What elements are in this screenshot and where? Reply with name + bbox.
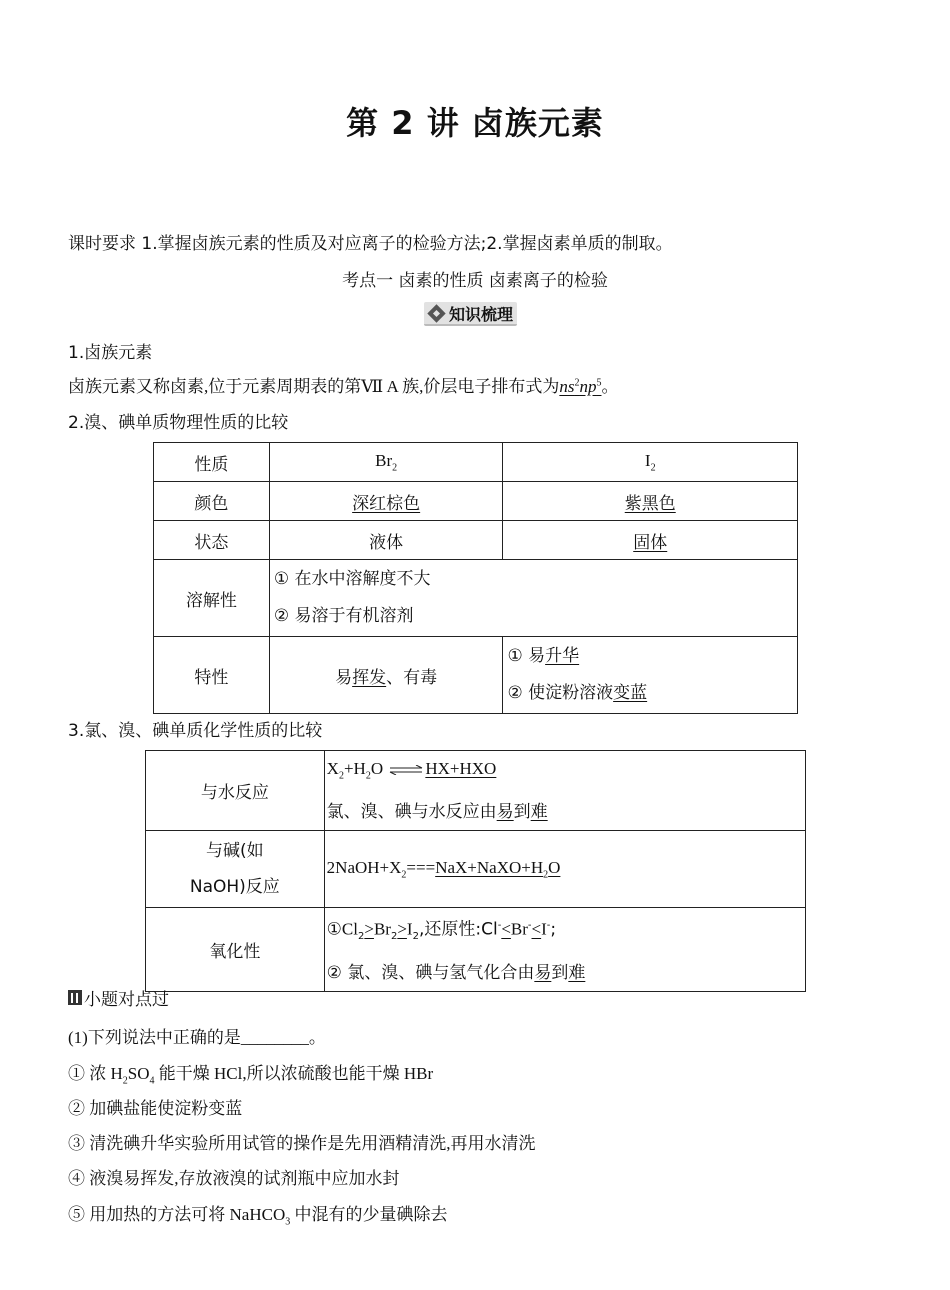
option-3: ③ 清洗碘升华实验所用试管的操作是先用酒精清洗,再用水清洗 xyxy=(68,1134,536,1153)
table-row xyxy=(154,482,798,521)
base-reaction-equation: $2NaOH+X_2===NaX+NaXO+H_2O$ xyxy=(324,831,805,908)
header-br2: $Br_2$ xyxy=(269,443,503,482)
oxidation-cell xyxy=(324,908,805,992)
heading-halogen-elements: 1.卤族元素 xyxy=(68,343,153,363)
course-requirements: 课时要求 1.掌握卤族元素的性质及对应离子的检验方法;2.掌握卤素单质的制取。 xyxy=(68,234,673,254)
water-note: 氯、溴、碘与水反应由易到难 xyxy=(326,802,548,823)
i2-color: 紫黑色 xyxy=(503,482,798,521)
table-row xyxy=(146,751,806,831)
practice-heading: 小题对点过 xyxy=(68,985,169,1010)
row-label-feature: 特性 xyxy=(154,637,270,714)
reversible-arrow-icon xyxy=(388,765,424,775)
i2-feature: ① 易升华 ② 使淀粉溶液变蓝 xyxy=(503,637,798,714)
row-label-color: 颜色 xyxy=(154,482,270,521)
diamond-icon xyxy=(427,304,445,322)
hydrogen-note: ② 氯、溴、碘与氢气化合由易到难 xyxy=(326,963,586,984)
i2-state: 固体 xyxy=(503,521,798,560)
oxidation-order: $①Cl_2>Br_2>I_2$,还原性:Cl-<Br-<I-; xyxy=(326,920,557,943)
section-title: 考点一 卤素的性质 卤素离子的检验 xyxy=(342,271,608,291)
question-1: (1)下列说法中正确的是________。 xyxy=(68,1028,326,1047)
physical-properties-table xyxy=(153,442,798,714)
option-2: ② 加碘盐能使淀粉变蓝 xyxy=(68,1099,243,1118)
water-equation: $X_2+H_2O$ HX+HXO xyxy=(326,759,497,782)
table-row xyxy=(154,637,798,714)
solubility-cell: ① 在水中溶解度不大 ② 易溶于有机溶剂 xyxy=(269,560,797,637)
practice-icon xyxy=(68,990,82,1005)
row-label-state: 状态 xyxy=(154,521,270,560)
halogen-description: 卤族元素又称卤素,位于元素周期表的第Ⅶ A 族,价层电子排布式为$ns^2np^5$。 xyxy=(68,377,619,396)
option-1: ① 浓 $H_2SO_4$ 能干燥 HCl,所以浓硫酸也能干燥 HBr xyxy=(68,1064,434,1087)
row-label-base: 与碱(如 NaOH)反应 xyxy=(146,831,325,908)
option-4: ④ 液溴易挥发,存放液溴的试剂瓶中应加水封 xyxy=(68,1169,400,1188)
br2-feature: 易挥发、有毒 xyxy=(269,637,503,714)
chemical-properties-table xyxy=(145,750,806,992)
header-property: 性质 xyxy=(154,443,270,482)
br2-color: 深红棕色 xyxy=(269,482,503,521)
page-title: 第 2 讲 卤族元素 xyxy=(346,104,604,142)
badge-label: 知识梳理 xyxy=(449,304,514,324)
header-i2: $I_2$ xyxy=(503,443,798,482)
br2-state: 液体 xyxy=(269,521,503,560)
row-label-oxidation: 氧化性 xyxy=(146,908,325,992)
water-reaction-cell xyxy=(324,751,805,831)
table-row xyxy=(154,443,798,482)
row-label-water: 与水反应 xyxy=(146,751,325,831)
knowledge-badge xyxy=(424,302,517,326)
heading-physical-properties: 2.溴、碘单质物理性质的比较 xyxy=(68,413,289,433)
electron-config: $ns^2np^5$ xyxy=(559,377,602,396)
heading-chemical-properties: 3.氯、溴、碘单质化学性质的比较 xyxy=(68,721,323,741)
table-row xyxy=(154,560,798,637)
option-5: ⑤ 用加热的方法可将 NaHCO$_3$ 中混有的少量碘除去 xyxy=(68,1205,448,1228)
row-label-solubility: 溶解性 xyxy=(154,560,270,637)
table-row xyxy=(146,908,806,992)
table-row xyxy=(154,521,798,560)
table-row xyxy=(146,831,806,908)
